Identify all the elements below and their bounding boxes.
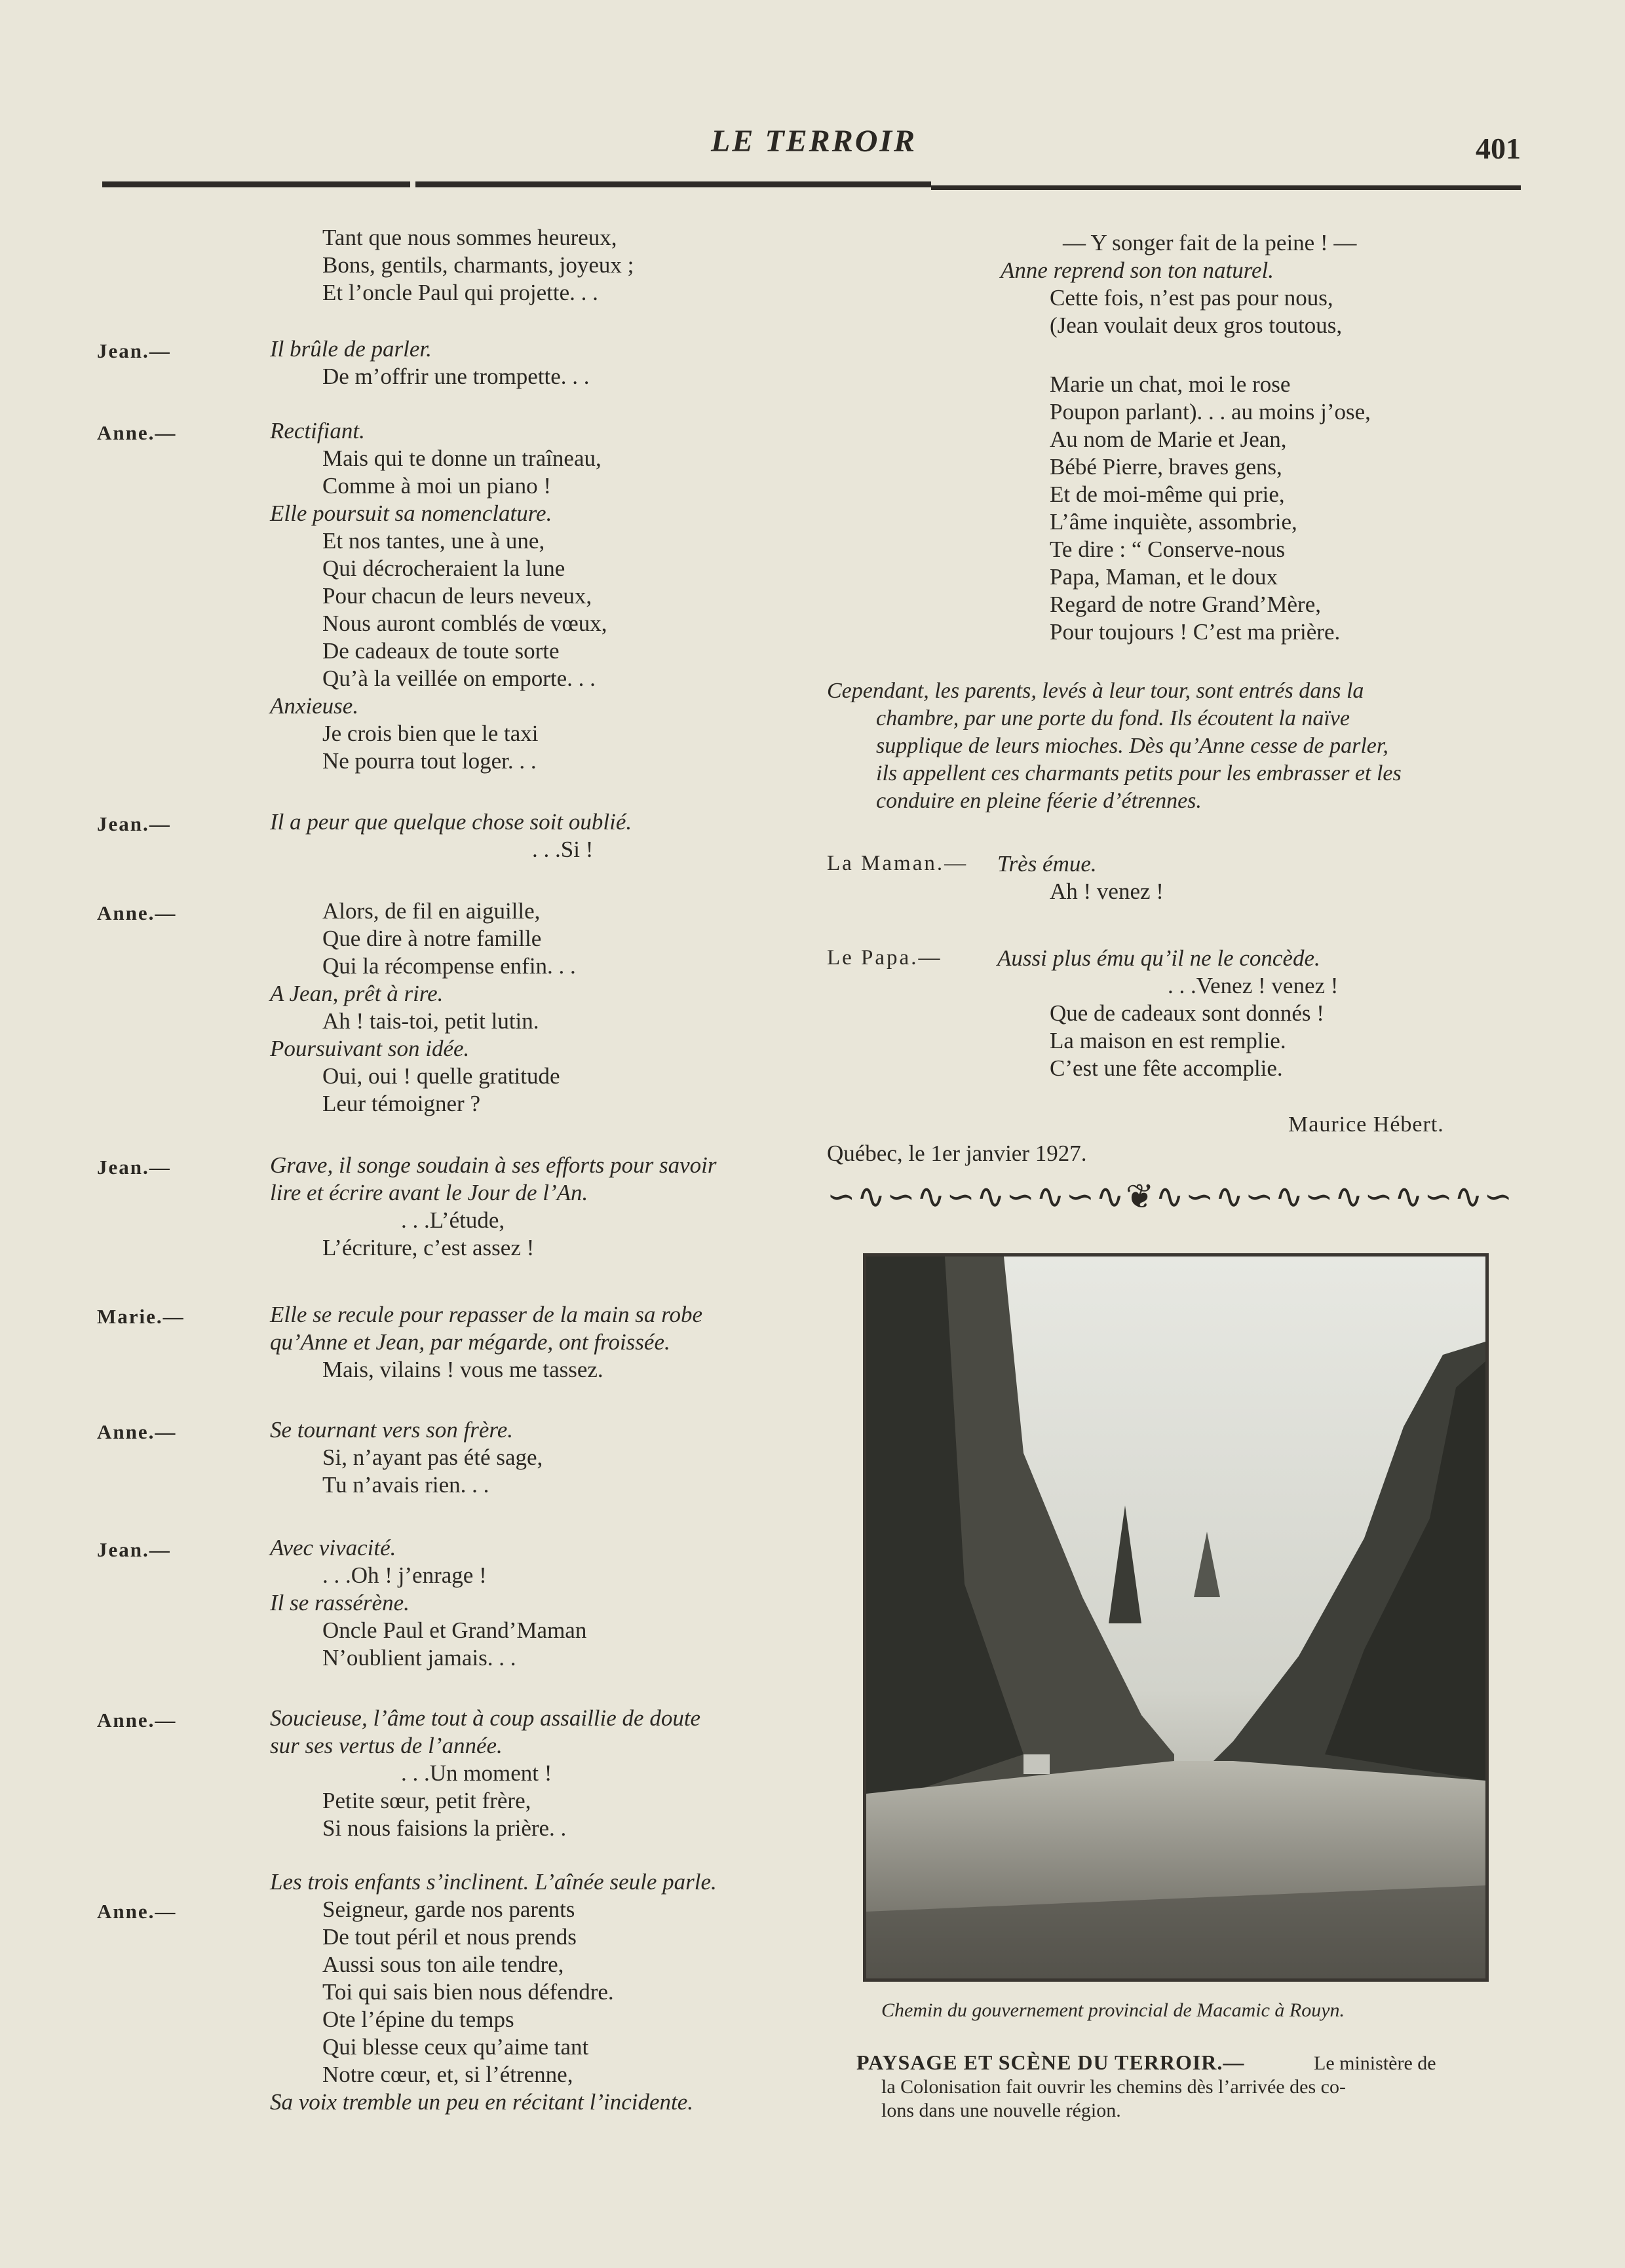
verse-line: C’est une fête accomplie. bbox=[1050, 1055, 1283, 1081]
speaker-label: Jean.— bbox=[97, 1156, 171, 1179]
verse-line: Pour toujours ! C’est ma prière. bbox=[1050, 619, 1341, 645]
verse-line: L’âme inquiète, assombrie, bbox=[1050, 509, 1297, 535]
verse-line: Te dire : “ Conserve-nous bbox=[1050, 537, 1286, 562]
photo-forest-road bbox=[866, 1257, 1485, 1978]
verse-line: L’écriture, c’est assez ! bbox=[322, 1235, 535, 1260]
stage-direction: Il a peur que quelque chose soit oublié. bbox=[270, 809, 632, 835]
photo-caption: Chemin du gouvernement provincial de Macamic à Rouyn. bbox=[881, 1999, 1345, 2021]
photo-title bbox=[856, 2051, 1244, 2075]
verse-line: Oncle Paul et Grand’Maman bbox=[322, 1617, 587, 1643]
verse-line: Qu’à la veillée on emporte. . . bbox=[322, 666, 596, 691]
stage-direction: conduire en pleine féerie d’étrennes. bbox=[876, 789, 1202, 813]
verse-line: Et nos tantes, une à une, bbox=[322, 528, 545, 554]
author-signature: Maurice Hébert. bbox=[1288, 1112, 1444, 1137]
verse-line: De m’offrir une trompette. . . bbox=[322, 364, 590, 389]
verse-line: Qui décrocheraient la lune bbox=[322, 556, 565, 581]
verse-line: Oui, oui ! quelle gratitude bbox=[322, 1063, 560, 1089]
speaker-label: Le Papa.— bbox=[827, 946, 942, 970]
header-rule bbox=[102, 181, 931, 187]
verse-line: Leur témoigner ? bbox=[322, 1091, 481, 1116]
verse-line: Toi qui sais bien nous défendre. bbox=[322, 1979, 614, 2005]
verse-line: Que dire à notre famille bbox=[322, 926, 542, 951]
rule-break bbox=[410, 180, 415, 189]
verse-line: . . .Si ! bbox=[532, 837, 594, 862]
stage-direction: Très émue. bbox=[997, 851, 1097, 877]
verse-line: Bons, gentils, charmants, joyeux ; bbox=[322, 252, 634, 278]
verse-line: . . .Oh ! j’enrage ! bbox=[322, 1562, 487, 1588]
verse-line: Tu n’avais rien. . . bbox=[322, 1472, 489, 1498]
stage-direction: Elle poursuit sa nomenclature. bbox=[270, 501, 552, 526]
speaker-label: Marie.— bbox=[97, 1305, 185, 1328]
stage-direction: Cependant, les parents, levés à leur tour, sont entrés dans la bbox=[827, 679, 1364, 703]
verse-line: Et l’oncle Paul qui projette. . . bbox=[322, 280, 598, 305]
speaker-label: La Maman.— bbox=[827, 852, 968, 875]
stage-direction: Il se rassérène. bbox=[270, 1590, 410, 1616]
verse-line: Nous auront comblés de vœux, bbox=[322, 611, 607, 636]
verse-line: Seigneur, garde nos parents bbox=[322, 1897, 575, 1922]
verse-line: Tant que nous sommes heureux, bbox=[322, 225, 617, 250]
stage-direction: Se tournant vers son frère. bbox=[270, 1417, 514, 1443]
verse-line: Et de moi-même qui prie, bbox=[1050, 482, 1285, 507]
stage-direction: Soucieuse, l’âme tout à coup assaillie de doute bbox=[270, 1705, 701, 1731]
stage-direction: Grave, il songe soudain à ses efforts pour savoir bbox=[270, 1152, 717, 1178]
verse-line: Ote l’épine du temps bbox=[322, 2007, 514, 2032]
stage-direction: A Jean, prêt à rire. bbox=[270, 981, 444, 1006]
stage-direction: Anxieuse. bbox=[270, 693, 359, 719]
speaker-label: Anne.— bbox=[97, 901, 177, 924]
verse-line: N’oublient jamais. . . bbox=[322, 1645, 516, 1671]
verse-line: Alors, de fil en aiguille, bbox=[322, 898, 541, 924]
verse-line: Bébé Pierre, braves gens, bbox=[1050, 454, 1282, 480]
dateline: Québec, le 1er janvier 1927. bbox=[827, 1141, 1087, 1166]
speaker-label: Anne.— bbox=[97, 421, 177, 444]
verse-line: . . .Venez ! venez ! bbox=[1168, 973, 1339, 998]
speaker-label: Anne.— bbox=[97, 1709, 177, 1731]
verse-line: La maison en est remplie. bbox=[1050, 1028, 1286, 1053]
photo-text-line: lons dans une nouvelle région. bbox=[881, 2100, 1121, 2121]
stage-direction: Rectifiant. bbox=[270, 418, 365, 444]
header-rule-right bbox=[931, 185, 1521, 190]
verse-line: Comme à moi un piano ! bbox=[322, 473, 551, 499]
stage-direction: Avec vivacité. bbox=[270, 1535, 396, 1560]
stage-direction: Anne reprend son ton naturel. bbox=[1001, 257, 1274, 283]
stage-direction: Les trois enfants s’inclinent. L’aînée seule parle. bbox=[270, 1869, 717, 1895]
verse-line: Pour chacun de leurs neveux, bbox=[322, 583, 592, 609]
verse-line: — Y songer fait de la peine ! — bbox=[1063, 230, 1357, 255]
speaker-label: Anne.— bbox=[97, 1900, 177, 1923]
stage-direction: Poursuivant son idée. bbox=[270, 1036, 470, 1061]
speaker-label: Anne.— bbox=[97, 1420, 177, 1443]
verse-line: . . .L’étude, bbox=[401, 1207, 505, 1233]
verse-line: Petite sœur, petit frère, bbox=[322, 1788, 531, 1813]
verse-line: Si, n’ayant pas été sage, bbox=[322, 1445, 543, 1470]
photo-text-line: la Colonisation fait ouvrir les chemins dès l’arrivée des co- bbox=[881, 2076, 1346, 2098]
verse-line: (Jean voulait deux gros toutous, bbox=[1050, 312, 1343, 338]
photo-text-line: Le ministère de bbox=[1314, 2052, 1436, 2074]
speaker-label: Jean.— bbox=[97, 812, 171, 835]
stage-direction: lire et écrire avant le Jour de l’An. bbox=[270, 1180, 588, 1205]
verse-line: Notre cœur, et, si l’étrenne, bbox=[322, 2062, 573, 2087]
verse-line: Poupon parlant). . . au moins j’ose, bbox=[1050, 399, 1371, 425]
verse-line: Ah ! venez ! bbox=[1050, 879, 1164, 904]
stage-direction: Aussi plus ému qu’il ne le concède. bbox=[997, 945, 1320, 971]
stage-direction: chambre, par une porte du fond. Ils écoutent la naïve bbox=[876, 706, 1350, 730]
verse-line: Cette fois, n’est pas pour nous, bbox=[1050, 285, 1333, 311]
ornamental-divider: ∽∿∽∿∽∿∽∿∽∿❦∿∽∿∽∿∽∿∽∿∽∿∽ bbox=[827, 1179, 1514, 1216]
verse-line: Marie un chat, moi le rose bbox=[1050, 371, 1291, 397]
stage-direction: ils appellent ces charmants petits pour les embrasser et les bbox=[876, 761, 1402, 785]
stage-direction: Sa voix tremble un peu en récitant l’incidente. bbox=[270, 2089, 693, 2115]
verse-line: Mais, vilains ! vous me tassez. bbox=[322, 1357, 603, 1382]
verse-line: Au nom de Marie et Jean, bbox=[1050, 426, 1287, 452]
verse-line: Qui blesse ceux qu’aime tant bbox=[322, 2034, 589, 2060]
verse-line: Mais qui te donne un traîneau, bbox=[322, 445, 602, 471]
verse-line: Regard de notre Grand’Mère, bbox=[1050, 592, 1321, 617]
verse-line: Si nous faisions la prière. . bbox=[322, 1815, 567, 1841]
page-number: 401 bbox=[1476, 132, 1521, 165]
stage-direction: qu’Anne et Jean, par mégarde, ont froissée. bbox=[270, 1329, 670, 1355]
verse-line: Je crois bien que le taxi bbox=[322, 721, 539, 746]
verse-line: Que de cadeaux sont donnés ! bbox=[1050, 1000, 1324, 1026]
stage-direction: sur ses vertus de l’année. bbox=[270, 1733, 503, 1758]
verse-line: . . .Un moment ! bbox=[401, 1760, 552, 1786]
stage-direction: supplique de leurs mioches. Dès qu’Anne cesse de parler, bbox=[876, 734, 1388, 758]
verse-line: Papa, Maman, et le doux bbox=[1050, 564, 1278, 590]
stage-direction: Il brûle de parler. bbox=[270, 336, 432, 362]
speaker-label: Jean.— bbox=[97, 339, 171, 362]
verse-line: De tout péril et nous prends bbox=[322, 1924, 577, 1950]
stage-direction: Elle se recule pour repasser de la main sa robe bbox=[270, 1302, 703, 1327]
verse-line: Ne pourra tout loger. . . bbox=[322, 748, 537, 774]
verse-line: Qui la récompense enfin. . . bbox=[322, 953, 576, 979]
verse-line: Aussi sous ton aile tendre, bbox=[322, 1952, 564, 1977]
verse-line: Ah ! tais-toi, petit lutin. bbox=[322, 1008, 539, 1034]
photo-title-text: PAYSAGE ET SCÈNE DU TERROIR.— bbox=[856, 2051, 1245, 2074]
running-title: LE TERROIR bbox=[711, 124, 917, 159]
speaker-label: Jean.— bbox=[97, 1538, 171, 1561]
verse-line: De cadeaux de toute sorte bbox=[322, 638, 560, 664]
landscape-photo bbox=[863, 1253, 1489, 1982]
